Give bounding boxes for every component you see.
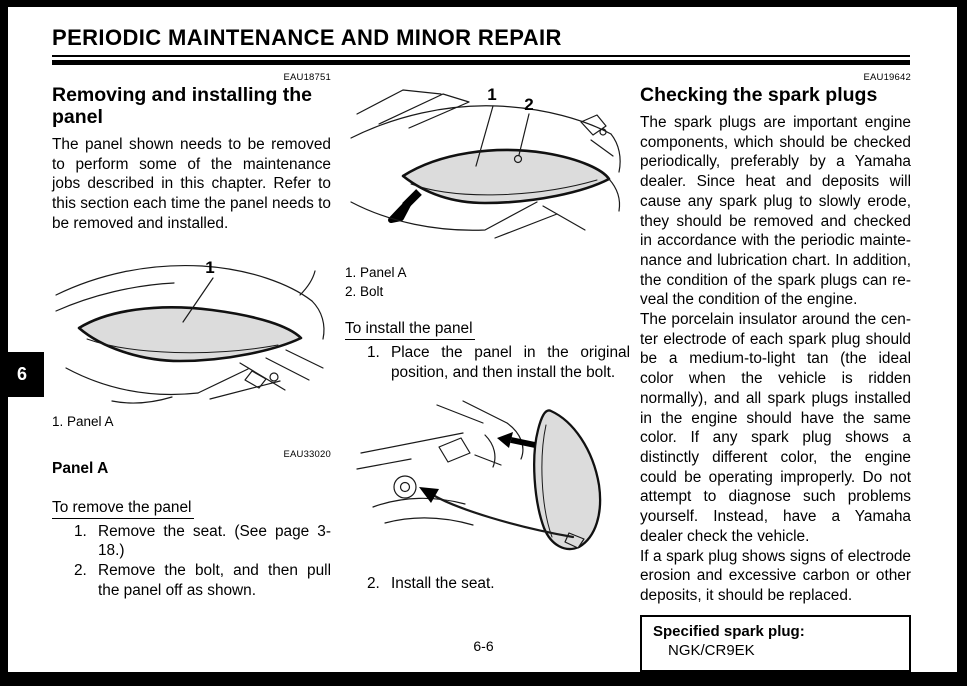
column-middle <box>345 80 630 594</box>
panel-a-shape <box>403 150 609 203</box>
section-heading-spark-plugs: Checking the spark plugs <box>640 84 878 106</box>
figure-caption: 1. Panel A <box>52 413 114 429</box>
step-text: Place the panel in the original position, and then install the bolt. <box>391 344 630 381</box>
spark-plug-paragraph: If a spark plug shows signs of electrode erosion and excessive carbon or other deposits, it should be replaced. <box>640 547 911 604</box>
list-item <box>367 574 630 594</box>
panel-removal-illustration <box>345 80 630 258</box>
figure-panel-location <box>52 251 331 409</box>
column-right <box>640 72 911 672</box>
panel-install-illustration <box>345 395 630 563</box>
panel-a-heading: Panel A <box>52 459 109 477</box>
spark-plug-paragraph: The spark plugs are important engine components, which should be checked periodically, preferably by a Yamaha dealer. Since heat and deposits will cause any spark plug to slowly erode, they should be removed and checked in accordance with the periodic maintenance and lubrication chart. In addition, the condition of the spark plugs can reveal the condition of the engine. <box>640 114 911 309</box>
step-text: Remove the bolt, and then pull the panel off as shown. <box>98 561 331 599</box>
install-procedure-heading: To install the panel <box>345 320 475 340</box>
step-number: 1. <box>74 522 87 540</box>
panel-a-shape <box>534 411 600 550</box>
list-item <box>367 343 630 382</box>
step-number: 2. <box>74 561 87 579</box>
figure-captions <box>345 263 630 301</box>
spec-box-label: Specified spark plug: <box>653 622 805 640</box>
step-text: Install the seat. <box>391 575 495 593</box>
figure-callout-2: 2 <box>524 95 534 114</box>
spark-plug-paragraph: The porcelain insulator around the center electrode of each spark plug should be a medium-to-light tan (the ideal color when the vehicle is ridden normally), and all spark plugs installed in the engine should have the same color. If any spark plug shows a distinctly different color, the engine could be operating improperly. Do not attempt to diagnose such problems yourself. Instead, have a Yamaha dealer check the vehicle. <box>640 311 911 545</box>
step-text: Remove the seat. (See page 3-18.) <box>98 522 331 560</box>
figure-callout-1: 1 <box>487 85 497 104</box>
figure-panel-install <box>345 395 630 563</box>
ref-code: EAU19642 <box>863 72 911 83</box>
page-number: 6-6 <box>473 638 494 654</box>
install-steps-list-continued <box>345 574 630 594</box>
step-number: 1. <box>367 344 380 361</box>
section-heading-removing-panel: Removing and installing the panel <box>52 84 313 129</box>
ref-code: EAU33020 <box>283 448 331 460</box>
figure-panel-removal <box>345 80 630 258</box>
figure-callout-1: 1 <box>205 257 215 277</box>
title-rule-thick <box>52 60 910 65</box>
install-steps-list <box>345 343 630 382</box>
list-item <box>74 522 331 561</box>
figure-caption: 2. Bolt <box>345 284 384 299</box>
intro-paragraph: The panel shown needs to be removed to perform some of the maintenance jobs described in this chapter. Refer to this section each time the panel needs to be removed and installed. <box>52 136 331 232</box>
chapter-title: PERIODIC MAINTENANCE AND MINOR REPAIR <box>52 25 562 50</box>
column-left <box>52 72 331 600</box>
list-item <box>74 561 331 600</box>
title-rule-thin <box>52 55 910 57</box>
chapter-tab: 6 <box>0 352 44 397</box>
figure-caption: 1. Panel A <box>345 265 407 280</box>
spec-box-value: NGK/CR9EK <box>668 641 755 659</box>
bolt-arrow <box>511 440 535 445</box>
step-number: 2. <box>367 575 380 593</box>
ref-code: EAU18751 <box>283 72 331 83</box>
remove-procedure-heading: To remove the panel <box>52 499 194 519</box>
panel-location-illustration <box>52 251 331 409</box>
remove-steps-list <box>52 522 331 601</box>
